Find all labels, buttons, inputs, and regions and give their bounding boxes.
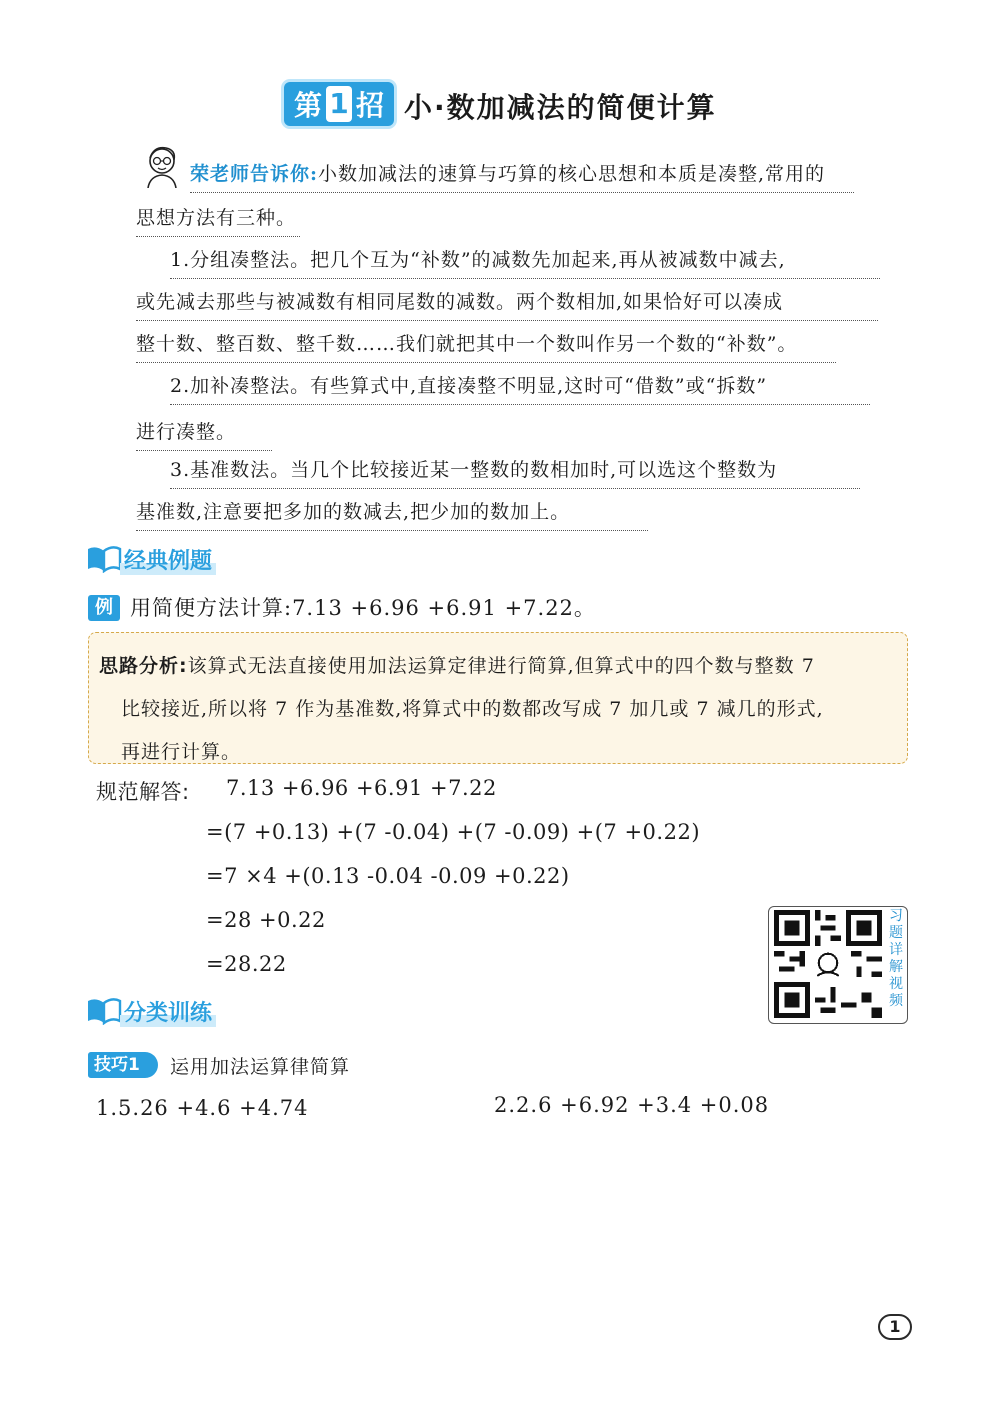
badge-prefix: 第 — [293, 89, 322, 122]
chapter-badge — [284, 82, 394, 126]
skill-title: 运用加法运算律简算 — [170, 1056, 351, 1078]
solution-step-1: 7.13 +6.96 +6.91 +7.22 — [226, 776, 497, 800]
example-badge: 例 — [88, 595, 120, 621]
method3-line-2: 基准数,注意要把多加的数减去,把少加的数加上。 — [136, 500, 648, 531]
section-heading-classic: 经典例题 — [120, 544, 216, 575]
qr-caption-char: 视 — [889, 976, 903, 992]
qr-code-icon[interactable] — [774, 910, 882, 1018]
teacher-lead: 荣老师告诉你: — [190, 163, 319, 185]
qr-caption-char: 详 — [889, 942, 903, 958]
solution-step-2: =(7 +0.13) +(7 -0.04) +(7 -0.09) +(7 +0.22) — [206, 820, 701, 844]
badge-suffix: 招 — [356, 89, 385, 122]
solution-step-3: =7 ×4 +(0.13 -0.04 -0.09 +0.22) — [206, 864, 570, 888]
exercise-2: 2.2.6 +6.92 +3.4 +0.08 — [494, 1093, 770, 1117]
qr-caption — [886, 908, 906, 1010]
book-icon — [86, 997, 122, 1025]
page-title: 小·数加减法的简便计算 — [404, 91, 717, 124]
method1-line-2: 或先减去那些与被减数有相同尾数的减数。两个数相加,如果恰好可以凑成 — [136, 290, 878, 321]
solution-step-4: =28 +0.22 — [206, 908, 326, 932]
method3-line-1: 3.基准数法。当几个比较接近某一整数的数相加时,可以选这个整数为 — [170, 458, 860, 489]
page-number: 1 — [878, 1314, 912, 1340]
solution-label: 规范解答: — [96, 780, 190, 804]
skill-badge: 技巧1 — [88, 1052, 158, 1078]
method1-line-3: 整十数、整百数、整千数……我们就把其中一个数叫作另一个数的“补数”。 — [136, 332, 836, 363]
method2-line-1: 2.加补凑整法。有些算式中,直接凑整不明显,这时可“借数”或“拆数” — [170, 374, 870, 405]
analysis-text-2: 比较接近,所以将 7 作为基准数,将算式中的数都改写成 7 加几或 7 减几的形式, — [121, 698, 824, 720]
solution-step-5: =28.22 — [206, 952, 287, 976]
qr-caption-char: 题 — [889, 925, 903, 941]
method2-line-2: 进行凑整。 — [136, 420, 272, 451]
analysis-label: 思路分析: — [99, 655, 188, 677]
method1-line-1: 1.分组凑整法。把几个互为“补数”的减数先加起来,再从被减数中减去, — [170, 248, 880, 279]
intro-line-2: 思想方法有三种。 — [136, 206, 300, 237]
qr-caption-char: 解 — [889, 959, 903, 975]
analysis-text-3: 再进行计算。 — [121, 741, 242, 763]
analysis-box — [88, 632, 908, 764]
teacher-avatar-icon — [142, 144, 182, 188]
qr-caption-char: 频 — [889, 993, 903, 1009]
book-icon — [86, 545, 122, 573]
analysis-text-1: 该算式无法直接使用加法运算定律进行简算,但算式中的四个数与整数 7 — [187, 655, 815, 677]
exercise-1: 1.5.26 +4.6 +4.74 — [96, 1096, 309, 1120]
badge-number: 1 — [326, 86, 352, 122]
qr-caption-char: 习 — [889, 908, 903, 924]
intro-text-1: 小数加减法的速算与巧算的核心思想和本质是凑整,常用的 — [318, 163, 826, 185]
section-heading-training: 分类训练 — [120, 996, 216, 1027]
intro-line-1 — [190, 162, 854, 193]
example-question: 用简便方法计算:7.13 +6.96 +6.91 +7.22。 — [130, 596, 596, 620]
